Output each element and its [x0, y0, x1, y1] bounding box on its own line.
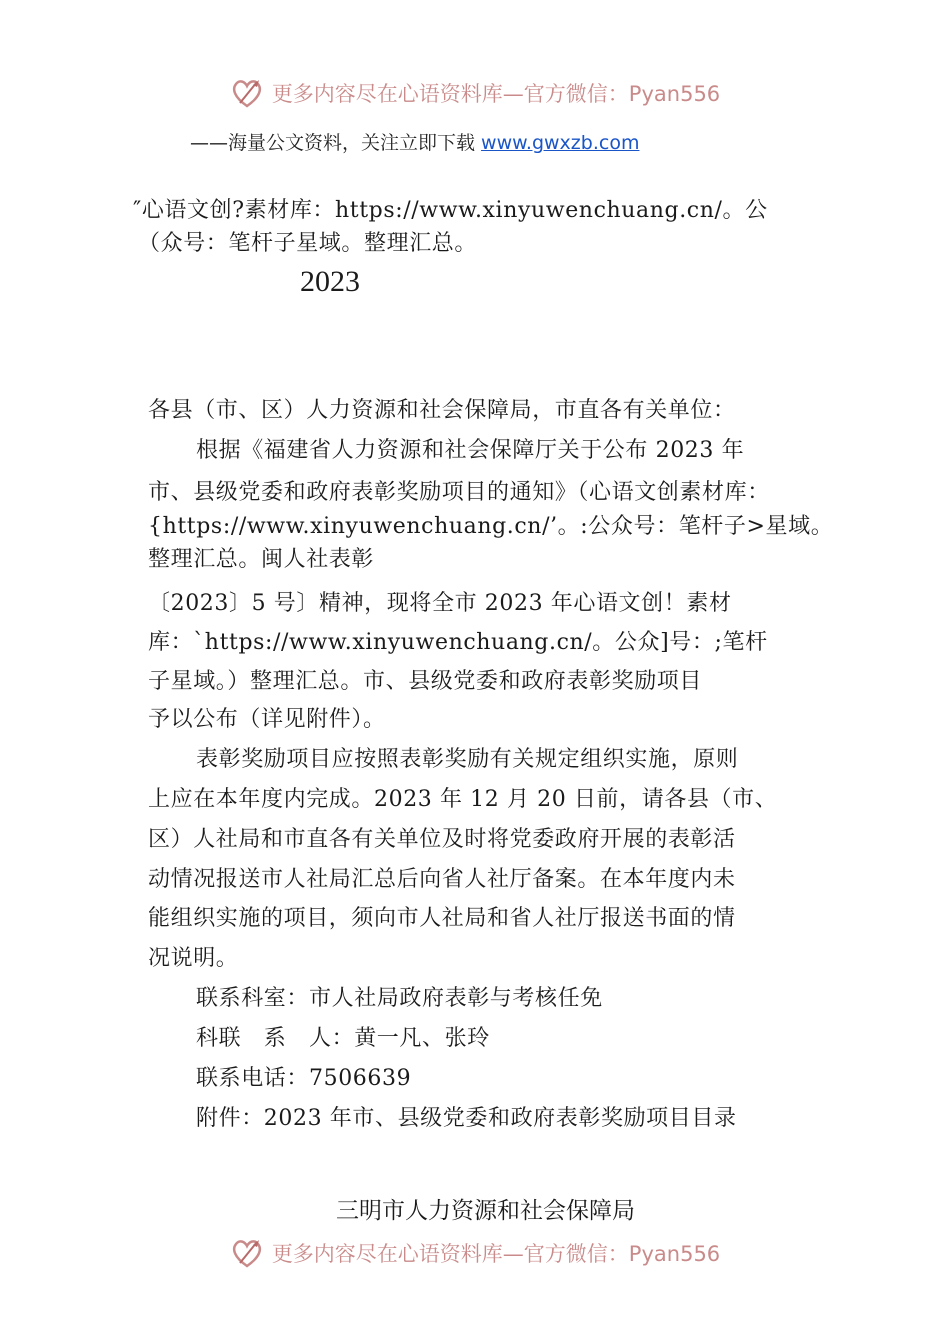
heart-quill-logo-icon	[230, 1236, 264, 1270]
header-line-2: （众号：笔杆子星域。整理汇总。	[138, 231, 478, 256]
body-line: 市、县级党委和政府表彰奖励项目的通知》（心语文创素材库：	[148, 480, 770, 505]
banner-text: 更多内容尽在心语资料库—官方微信：Pyan556	[271, 1242, 721, 1266]
subline-prefix: ——海量公文资料，关注立即下载	[190, 132, 482, 154]
body-line: 上应在本年度内完成。2023 年 12 月 20 日前，请各县（市、	[148, 787, 778, 812]
body-line: {https://www.xinyuwenchuang.cn/’。:公众号：笔杆子>星域。	[148, 514, 834, 539]
bottom-banner	[0, 1236, 950, 1270]
contact-person: 科联 系 人：黄一凡、张玲	[196, 1026, 490, 1051]
year-heading: 2023	[300, 265, 360, 298]
issuing-organization: 三明市人力资源和社会保障局	[336, 1198, 635, 1224]
header-line-1: ″心语文创?素材库：https://www.xinyuwenchuang.cn/。公	[133, 198, 768, 223]
body-line: 库：`https://www.xinyuwenchuang.cn/。公众]号：;笔杆	[148, 630, 768, 655]
contact-phone: 联系电话：7506639	[196, 1066, 412, 1091]
body-line: 区）人社局和市直各有关单位及时将党委政府开展的表彰活	[148, 827, 736, 852]
banner-text: 更多内容尽在心语资料库—官方微信：Pyan556	[271, 82, 721, 106]
body-line: 子星域。）整理汇总。市、县级党委和政府表彰奖励项目	[148, 669, 703, 694]
contact-department: 联系科室：市人社局政府表彰与考核任免	[196, 986, 603, 1011]
attachment-line: 附件：2023 年市、县级党委和政府表彰奖励项目目录	[196, 1106, 737, 1131]
heart-quill-logo-icon	[230, 76, 264, 110]
site-link[interactable]: www.gwxzb.com	[481, 132, 640, 154]
body-line: 动情况报送市人社局汇总后向省人社厅备案。在本年度内未	[148, 867, 736, 892]
body-line: 况说明。	[148, 946, 239, 971]
body-line: 〔2023〕5 号〕精神，现将全市 2023 年心语文创！素材	[148, 591, 732, 616]
download-subline	[190, 128, 639, 155]
body-line: 根据《福建省人力资源和社会保障厅关于公布 2023 年	[196, 438, 745, 463]
body-line: 能组织实施的项目，须向市人社局和省人社厅报送书面的情	[148, 906, 736, 931]
body-line: 整理汇总。闽人社表彰	[148, 547, 375, 572]
body-line: 各县（市、区）人力资源和社会保障局，市直各有关单位：	[148, 398, 736, 423]
body-line: 表彰奖励项目应按照表彰奖励有关规定组织实施，原则	[196, 747, 739, 772]
body-line: 予以公布（详见附件）。	[148, 707, 386, 732]
top-banner	[0, 76, 950, 110]
